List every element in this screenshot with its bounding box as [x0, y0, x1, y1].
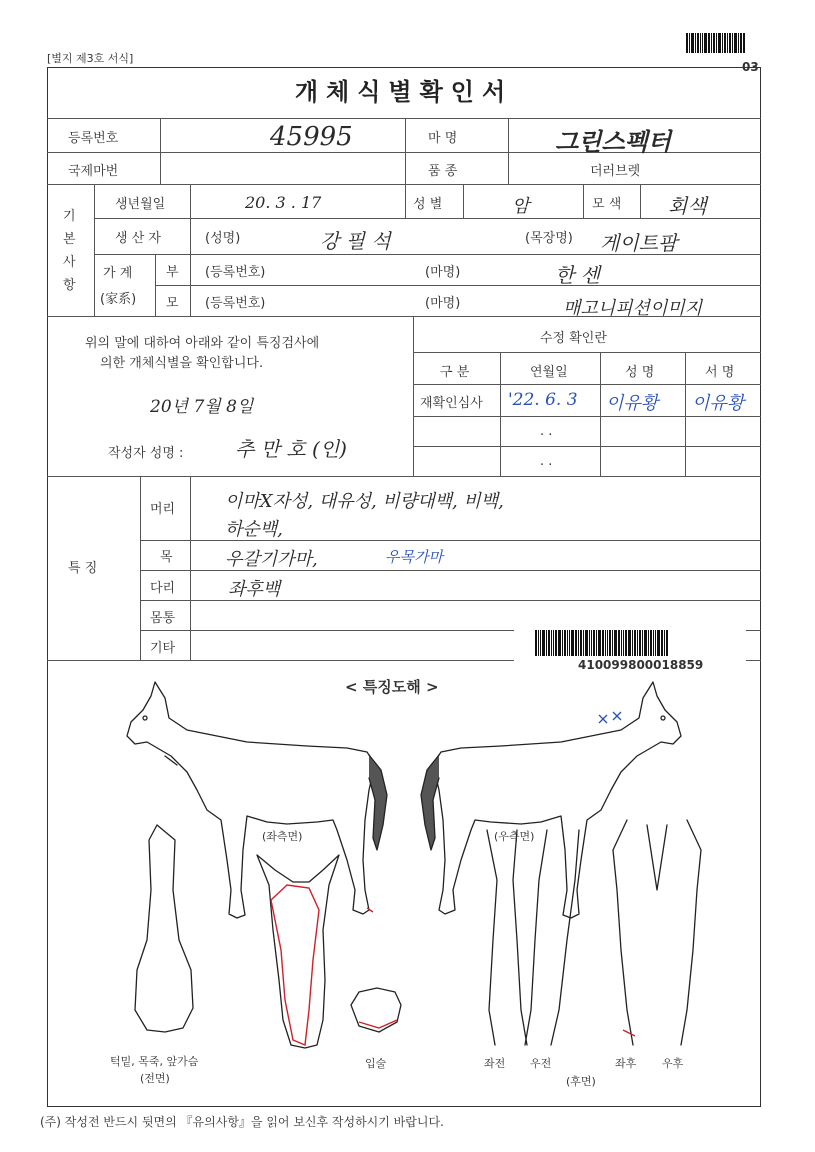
breeder-name-value: 강 필 석	[320, 229, 391, 253]
right-side-caption: (우측면)	[494, 830, 535, 843]
revision-row1-date: '22. 6. 3	[508, 390, 578, 410]
breeder-label: 생 산 자	[115, 231, 161, 246]
basic-section-char-3: 사	[63, 255, 76, 270]
top-barcode	[686, 33, 746, 53]
sire-name-label: (마명)	[425, 265, 461, 280]
pedigree-label: 가 계	[103, 266, 133, 281]
color-label: 모 색	[592, 197, 622, 212]
sire-name-value: 한 센	[555, 263, 600, 287]
neck-value-blue: 우목가마	[385, 548, 443, 566]
body-label: 몸통	[150, 611, 176, 626]
birth-label: 생년월일	[115, 197, 166, 212]
revision-row2-dots: . .	[540, 424, 553, 439]
dam-label: 모	[166, 296, 179, 311]
barcode-number: 410099800018859	[578, 658, 704, 672]
head-value-1: 이마X자성, 대유성, 비량대백, 비백,	[225, 491, 504, 512]
footer-note: (주) 작성전 반드시 뒷면의 『유의사항』을 읽어 보신후 작성하시기 바랍니다.	[40, 1115, 444, 1129]
revision-row1-type: 재확인심사	[420, 396, 483, 411]
sire-reg-label: (등록번호)	[205, 265, 266, 280]
breeder-name-label: (성명)	[205, 231, 241, 246]
reg-no-value: 45995	[270, 122, 353, 152]
color-value: 회색	[668, 194, 707, 218]
reg-no-label: 등록번호	[68, 131, 119, 146]
pedigree-label-hanja: (家系)	[100, 292, 137, 307]
front-right-caption: 우전	[530, 1057, 552, 1070]
breed-label: 품 종	[428, 164, 458, 179]
confirm-statement-2: 의한 개체식별을 확인합니다.	[100, 356, 264, 371]
neck-value: 우갈기가마,	[225, 549, 318, 570]
left-side-caption: (좌측면)	[262, 830, 303, 843]
features-section-label: 특 징	[68, 561, 98, 576]
sire-label: 부	[166, 265, 179, 280]
breed-value: 더러브렛	[590, 164, 641, 179]
rear-left-caption: 좌후	[615, 1057, 637, 1070]
leg-label: 다리	[150, 581, 176, 596]
writer-value: 추 만 호 (인)	[235, 437, 347, 461]
leg-value: 좌후백	[228, 579, 281, 600]
farm-label: (목장명)	[525, 231, 573, 246]
revision-col-date: 연월일	[530, 365, 568, 380]
horse-name-value: 그린스펙터	[555, 127, 671, 156]
revision-row1-sign: 이유황	[692, 393, 745, 414]
sex-value: 암	[512, 196, 530, 217]
front-left-caption: 좌전	[484, 1057, 506, 1070]
etc-label: 기타	[150, 641, 176, 656]
basic-section-char-2: 본	[63, 232, 76, 247]
form-code: [별지 제3호 서식]	[47, 52, 134, 65]
revision-title: 수정 확인란	[540, 331, 607, 346]
farm-value: 게이트팜	[600, 231, 678, 255]
revision-row3-dots: . .	[540, 454, 553, 469]
dam-name-label: (마명)	[425, 296, 461, 311]
birth-value: 20. 3 . 17	[245, 193, 322, 212]
basic-section-char-1: 기	[63, 209, 76, 224]
dam-name-value: 매고니피션이미지	[563, 298, 703, 319]
rear-caption: (후면)	[566, 1075, 596, 1088]
page-number: 03	[742, 60, 759, 74]
horse-diagram	[47, 660, 761, 1107]
neck-label: 목	[160, 550, 173, 565]
front-caption-2: (전면)	[140, 1072, 170, 1085]
basic-section-char-4: 항	[63, 278, 76, 293]
sex-label: 성 별	[413, 197, 443, 212]
rear-right-caption: 우후	[662, 1057, 684, 1070]
writer-label: 작성자 성명 :	[108, 446, 184, 461]
front-caption: 턱밑, 목죽, 앞가슴	[110, 1055, 199, 1068]
lips-caption: 입술	[365, 1057, 387, 1070]
horse-name-label: 마 명	[428, 131, 458, 146]
revision-col-name: 성 명	[625, 365, 655, 380]
confirm-statement-1: 위의 말에 대하여 아래와 같이 특징검사에	[85, 336, 320, 351]
head-label: 머리	[150, 502, 176, 517]
revision-row1-name: 이유황	[606, 393, 659, 414]
revision-col-type: 구 분	[440, 365, 470, 380]
confirm-date: 20년 7월 8일	[150, 397, 254, 417]
document-title: 개체식별확인서	[294, 78, 514, 106]
revision-col-sign: 서 명	[705, 365, 735, 380]
head-value-2: 하순백,	[225, 519, 283, 540]
diagram-title: < 특징도해 >	[345, 678, 439, 696]
intl-no-label: 국제마번	[68, 164, 119, 179]
dam-reg-label: (등록번호)	[205, 296, 266, 311]
sticker-barcode	[535, 630, 669, 656]
